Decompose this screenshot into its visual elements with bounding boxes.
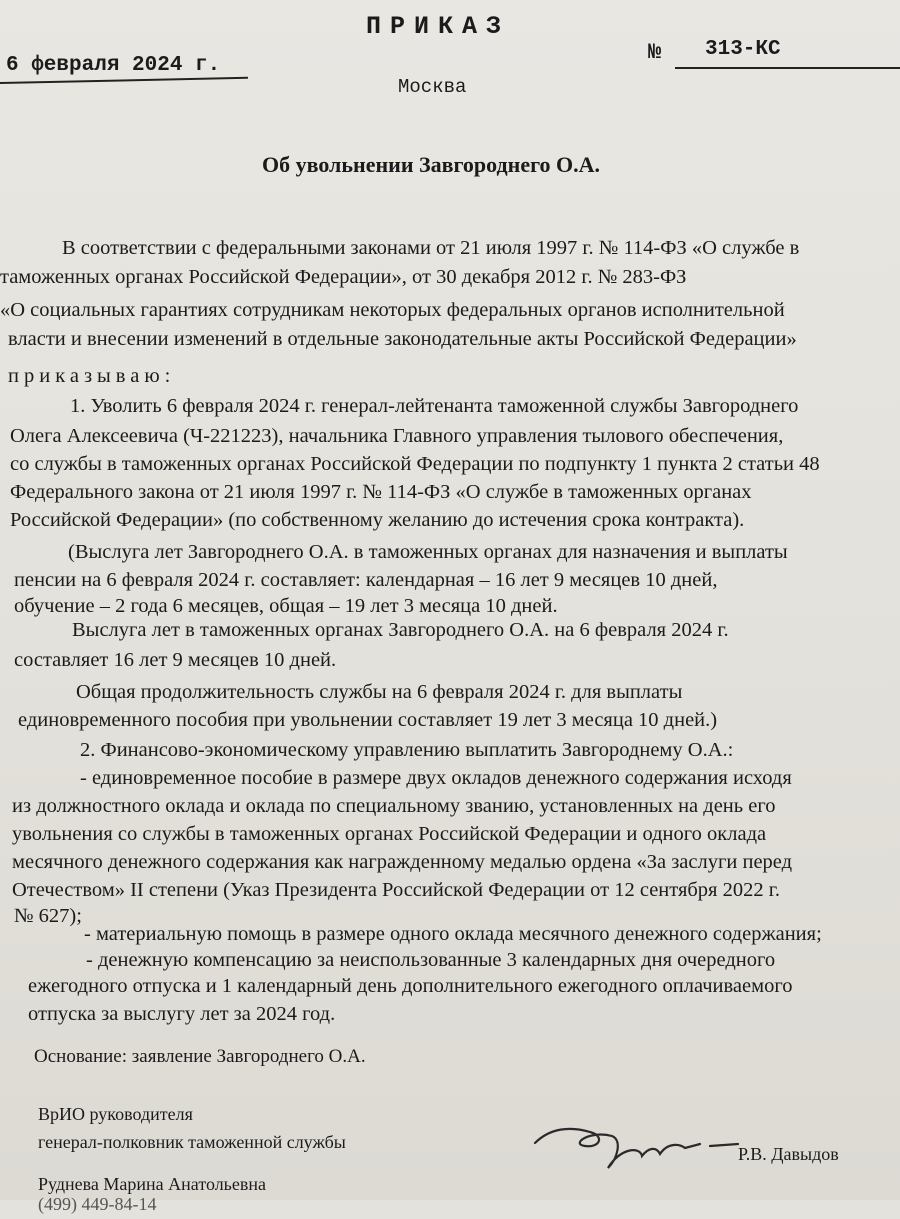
- signatory-rank: генерал-полковник таможенной службы: [38, 1132, 346, 1152]
- service-note-line: единовременного пособия при увольнении составляет 19 лет 3 месяца 10 дней.): [18, 709, 718, 731]
- service-note-line: обучение – 2 года 6 месяцев, общая – 19 лет 3 месяца 10 дней.: [14, 595, 558, 617]
- order-number: 313-КС: [705, 38, 781, 61]
- order-date: 6 февраля 2024 г.: [6, 54, 221, 77]
- item2-bullet-line: Отечеством» II степени (Указ Президента Российской Федерации от 12 сентября 2022 г.: [12, 879, 780, 901]
- preamble-line: В соответствии с федеральными законами от 21 июля 1997 г. № 114-ФЗ «О службе в: [62, 237, 800, 259]
- basis: Основание: заявление Завгороднего О.А.: [34, 1046, 366, 1067]
- preamble-line: «О социальных гарантиях сотрудникам некоторых федеральных органов исполнительной: [0, 299, 785, 321]
- signatory-name: Р.В. Давыдов: [738, 1144, 839, 1164]
- signatory-position: ВрИО руководителя: [38, 1104, 193, 1124]
- item1-line: со службы в таможенных органах Российской Федерации по подпункту 1 пункта 2 статьи 48: [10, 453, 820, 475]
- date-underline: [0, 77, 248, 84]
- item2-intro: 2. Финансово-экономическому управлению выплатить Завгороднему О.А.:: [80, 739, 734, 761]
- item2-bullet-line: № 627);: [14, 905, 82, 927]
- item2-bullet-line: ежегодного отпуска и 1 календарный день дополнительного ежегодного оплачиваемого: [28, 975, 793, 997]
- item1-line: Олега Алексеевича (Ч-221223), начальника Главного управления тылового обеспечения,: [10, 425, 784, 447]
- order-word: приказываю:: [8, 365, 176, 387]
- item2-bullet-line: месячного денежного содержания как награжденному медалью ордена «За заслуги перед: [12, 851, 793, 873]
- preamble-line: власти и внесении изменений в отдельные законодательные акты Российской Федерации»: [8, 328, 797, 350]
- item2-bullet-line: - материальную помощь в размере одного оклада месячного денежного содержания;: [84, 923, 822, 945]
- handwritten-signature: [530, 1118, 740, 1178]
- service-note-line: (Выслуга лет Завгороднего О.А. в таможенных органах для назначения и выплаты: [68, 541, 788, 563]
- service-note-line: составляет 16 лет 9 месяцев 10 дней.: [14, 649, 337, 671]
- preamble-line: таможенных органах Российской Федерации», от 30 декабря 2012 г. № 283-ФЗ: [0, 266, 687, 288]
- document-title: ПРИКАЗ: [366, 12, 511, 41]
- executor-name: Руднева Марина Анатольевна: [38, 1174, 267, 1194]
- item2-bullet-line: - единовременное пособие в размере двух окладов денежного содержания исходя: [80, 767, 792, 789]
- item1-line: Российской Федерации» (по собственному желанию до истечения срока контракта).: [10, 509, 745, 531]
- item2-bullet-line: отпуска за выслугу лет за 2024 год.: [28, 1003, 336, 1025]
- city: Москва: [398, 76, 467, 98]
- item1-line: Федерального закона от 21 июля 1997 г. № 114-ФЗ «О службе в таможенных органах: [10, 481, 752, 503]
- order-number-label: №: [648, 40, 662, 65]
- item2-bullet-line: из должностного оклада и оклада по специальному званию, установленных на день его: [12, 795, 776, 817]
- item2-bullet-line: - денежную компенсацию за неиспользованные 3 календарных дня очередного: [86, 949, 776, 971]
- item1-line: 1. Уволить 6 февраля 2024 г. генерал-лейтенанта таможенной службы Завгороднего: [70, 395, 799, 417]
- service-note-line: Общая продолжительность службы на 6 февраля 2024 г. для выплаты: [76, 681, 683, 703]
- service-note-line: Выслуга лет в таможенных органах Завгороднего О.А. на 6 февраля 2024 г.: [72, 619, 729, 641]
- number-underline: [675, 67, 900, 69]
- item2-bullet-line: увольнения со службы в таможенных органах Российской Федерации и одного оклада: [12, 823, 767, 845]
- order-subject: Об увольнении Завгороднего О.А.: [262, 152, 601, 177]
- service-note-line: пенсии на 6 февраля 2024 г. составляет: календарная – 16 лет 9 месяцев 10 дней,: [14, 569, 718, 591]
- executor-phone: (499) 449-84-14: [38, 1194, 157, 1214]
